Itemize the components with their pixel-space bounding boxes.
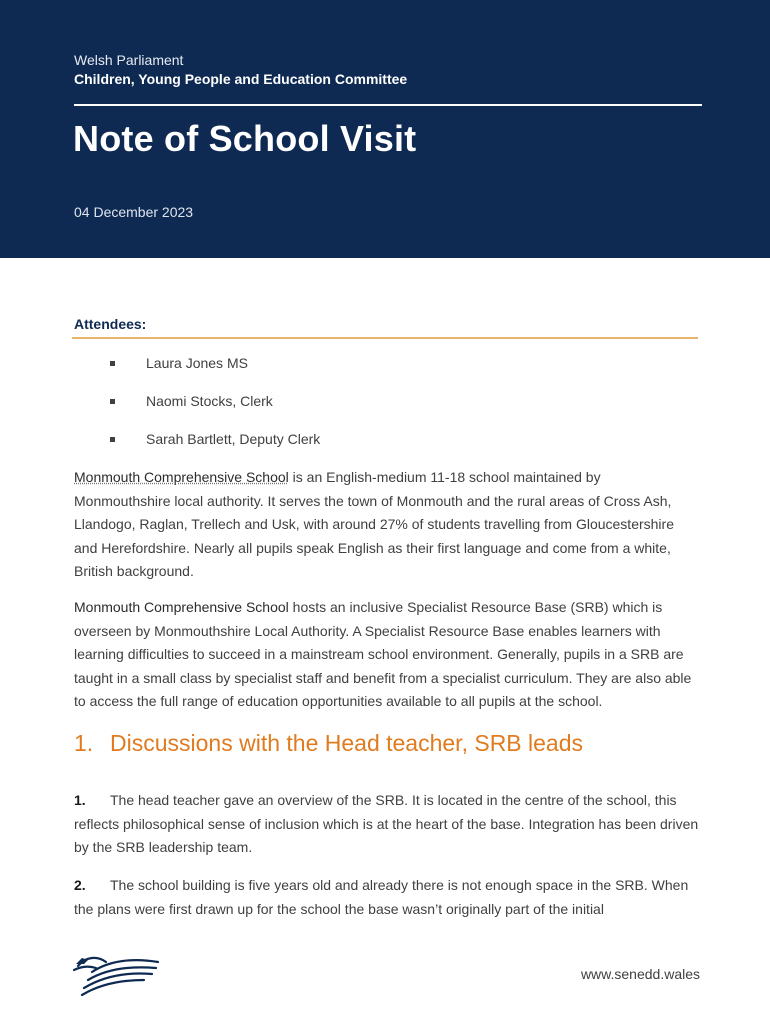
attendees-label: Attendees:: [74, 316, 147, 332]
item-number: 1.: [74, 792, 86, 808]
attendee-name: Laura Jones MS: [146, 355, 248, 371]
footer-website-link[interactable]: www.senedd.wales: [580, 966, 700, 982]
item-text: The school building is five years old and already there is not enough space in the SRB. When the plans were first drawn up for the school the base wasn’t originally part of the initial: [74, 877, 689, 917]
intro-paragraph: [74, 466, 700, 584]
attendees-divider: [72, 337, 698, 339]
numbered-item: [74, 789, 700, 860]
senedd-dragon-logo-icon: [72, 952, 160, 998]
bullet-icon: [110, 437, 115, 442]
bullet-icon: [110, 361, 115, 366]
numbered-item: [74, 874, 700, 921]
header-divider: [74, 104, 702, 106]
srb-text: hosts an inclusive Specialist Resource Base (SRB) which is overseen by Monmouthshire Local Authority. A Specialist Resource Base enables learners with learning difficulties to succeed in a mainstream school environment. Generally, pupils in a SRB are taught in a small class by specialist staff and benefit from a specialist curriculum. They are also able to access the full range of education opportunities available to all pupils at the school.: [74, 599, 692, 709]
document-header: [0, 0, 770, 258]
page-title: Note of School Visit: [73, 118, 417, 159]
item-text: The head teacher gave an overview of the SRB. It is located in the centre of the school, this reflects philosophical sense of inclusion which is at the heart of the base. Integration has been driven by the SRB leadership team.: [74, 792, 699, 855]
attendee-name: Naomi Stocks, Clerk: [146, 393, 273, 409]
section-number: 1.: [74, 730, 94, 756]
bullet-icon: [110, 399, 115, 404]
srb-paragraph: [74, 596, 700, 714]
school-name: Monmouth Comprehensive School: [74, 599, 289, 615]
document-date: 04 December 2023: [74, 204, 194, 220]
section-title: Discussions with the Head teacher, SRB leads: [110, 730, 584, 756]
organisation-name: Welsh Parliament: [74, 52, 184, 68]
intro-text: is an English-medium 11-18 school maintained by Monmouthshire local authority. It serves the town of Monmouth and the rural areas of Cross Ash, Llandogo, Raglan, Trellech and Usk, with around 27% of students travelling from Gloucestershire and Herefordshire. Nearly all pupils speak English as their first language and come from a white, British background.: [74, 469, 674, 579]
item-number: 2.: [74, 877, 86, 893]
committee-name: Children, Young People and Education Committee: [74, 71, 408, 87]
attendee-name: Sarah Bartlett, Deputy Clerk: [146, 431, 321, 447]
school-link[interactable]: Monmouth Comprehensive School: [74, 469, 289, 485]
section-heading: [74, 730, 583, 757]
